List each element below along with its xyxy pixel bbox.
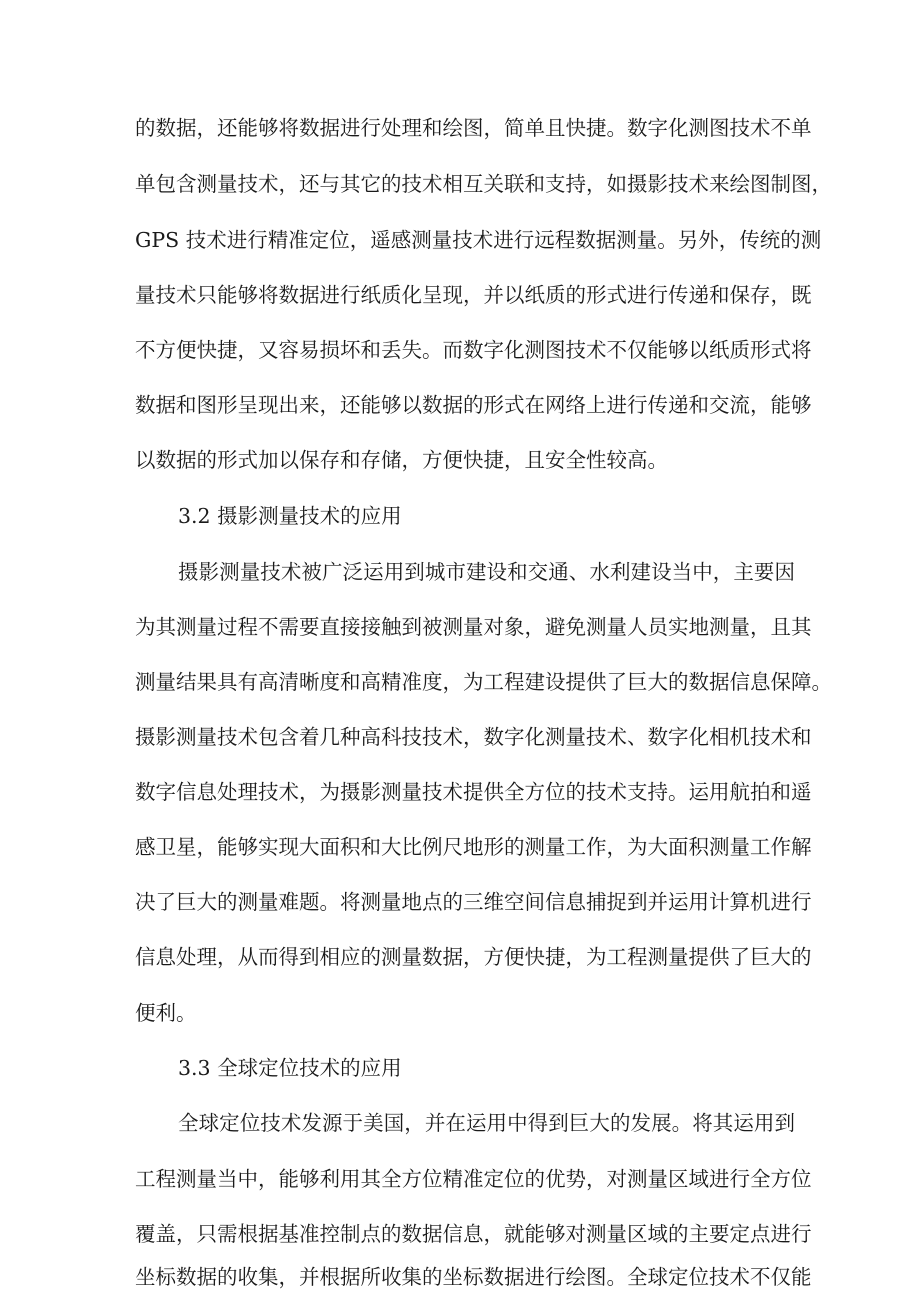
paragraph-line: 覆盖，只需根据基准控制点的数据信息，就能够对测量区域的主要定点进行 [135,1222,812,1246]
section-heading-3-2: 3.2 摄影测量技术的应用 [178,504,402,528]
paragraph-line: 为其测量过程不需要直接接触到被测量对象，避免测量人员实地测量，且其 [135,615,812,639]
paragraph-line: 数据和图形呈现出来，还能够以数据的形式在网络上进行传递和交流，能够 [135,393,812,417]
section-heading-3-3: 3.3 全球定位技术的应用 [178,1056,402,1080]
paragraph-line: 单包含测量技术，还与其它的技术相互关联和支持，如摄影技术来绘图制图， [135,172,832,196]
paragraph-line: 以数据的形式加以保存和存储，方便快捷，且安全性较高。 [135,448,668,472]
paragraph-line: 不方便快捷，又容易损坏和丢失。而数字化测图技术不仅能够以纸质形式将 [135,338,812,362]
paragraph-line: 测量结果具有高清晰度和高精准度，为工程建设提供了巨大的数据信息保障。 [135,670,832,694]
paragraph-line: 决了巨大的测量难题。将测量地点的三维空间信息捕捉到并运用计算机进行 [135,890,812,914]
paragraph-line: 全球定位技术发源于美国，并在运用中得到巨大的发展。将其运用到 [178,1111,795,1135]
paragraph-line: 数字信息处理技术，为摄影测量技术提供全方位的技术支持。运用航拍和遥 [135,780,812,804]
paragraph-line: 信息处理，从而得到相应的测量数据，方便快捷，为工程测量提供了巨大的 [135,945,812,969]
paragraph-line: 摄影测量技术被广泛运用到城市建设和交通、水利建设当中，主要因 [178,560,795,584]
paragraph-line: 的数据，还能够将数据进行处理和绘图，简单且快捷。数字化测图技术不单 [135,116,812,140]
paragraph-line: 摄影测量技术包含着几种高科技技术，数字化测量技术、数字化相机技术和 [135,725,812,749]
paragraph-line: GPS 技术进行精准定位，遥感测量技术进行远程数据测量。另外，传统的测 [135,228,822,252]
paragraph-line: 便利。 [135,1001,197,1025]
paragraph-line: 量技术只能够将数据进行纸质化呈现，并以纸质的形式进行传递和保存，既 [135,283,812,307]
paragraph-line: 工程测量当中，能够利用其全方位精准定位的优势，对测量区域进行全方位 [135,1167,812,1191]
paragraph-line: 坐标数据的收集，并根据所收集的坐标数据进行绘图。全球定位技术不仅能 [135,1265,812,1289]
paragraph-line: 感卫星，能够实现大面积和大比例尺地形的测量工作，为大面积测量工作解 [135,835,812,859]
